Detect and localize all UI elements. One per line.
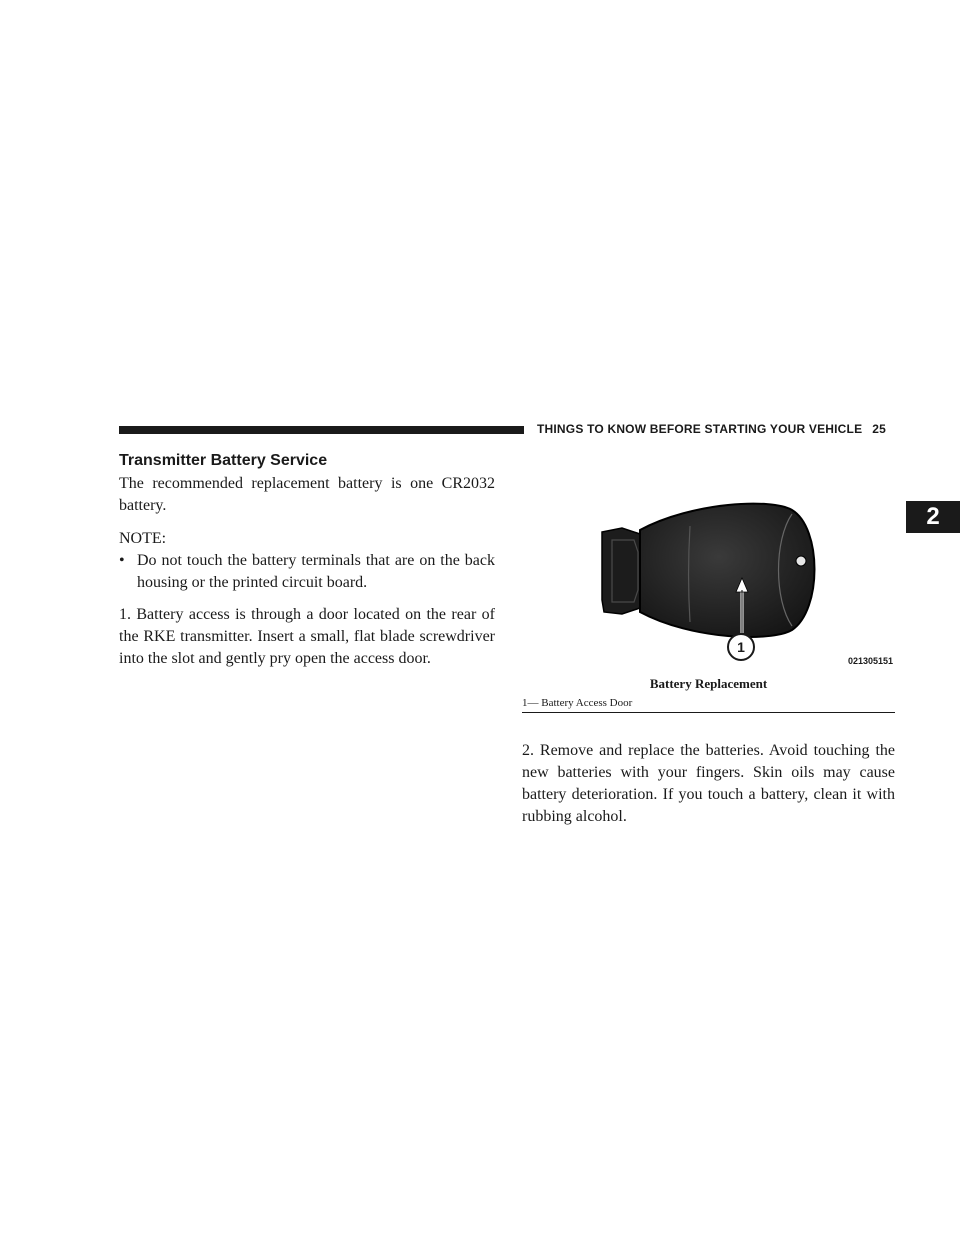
figure-caption: Battery Replacement xyxy=(649,676,768,691)
figure-legend: 1— Battery Access Door xyxy=(522,696,895,713)
page-number: 25 xyxy=(872,422,887,436)
figure xyxy=(522,490,895,713)
figure-code: 021305151 xyxy=(847,656,893,666)
note-label: NOTE: xyxy=(119,530,167,547)
callout-marker xyxy=(727,633,755,661)
header-rule xyxy=(119,426,524,434)
section-heading: Transmitter Battery Service xyxy=(119,452,328,469)
intro-paragraph: The recommended replacement battery is one CR2032 battery. xyxy=(119,475,495,514)
bullet-text: Do not touch the battery terminals that are on the back housing or the printed circuit board. xyxy=(137,552,495,591)
left-column xyxy=(119,451,495,670)
note-bullet xyxy=(119,550,495,594)
key-fob-illustration xyxy=(522,490,895,670)
header-section-title: THINGS TO KNOW BEFORE STARTING YOUR VEHICLE xyxy=(537,422,863,436)
figure-image xyxy=(522,490,895,670)
step-1-paragraph: 1. Battery access is through a door located on the rear of the RKE transmitter. Insert a small, flat blade screwdriver into the slot and gently pry open the access door. xyxy=(119,606,495,667)
running-header xyxy=(537,422,886,436)
callout-number: 1 xyxy=(737,639,745,655)
step-2-paragraph: 2. Remove and replace the batteries. Avoid touching the new batteries with your fingers. Skin oils may cause battery deterioration. If you touch a battery, clean it with rubbing alcohol. xyxy=(522,742,895,825)
right-column xyxy=(522,740,895,828)
bullet-dot-icon: • xyxy=(119,552,125,569)
chapter-tab: 2 xyxy=(906,501,960,533)
